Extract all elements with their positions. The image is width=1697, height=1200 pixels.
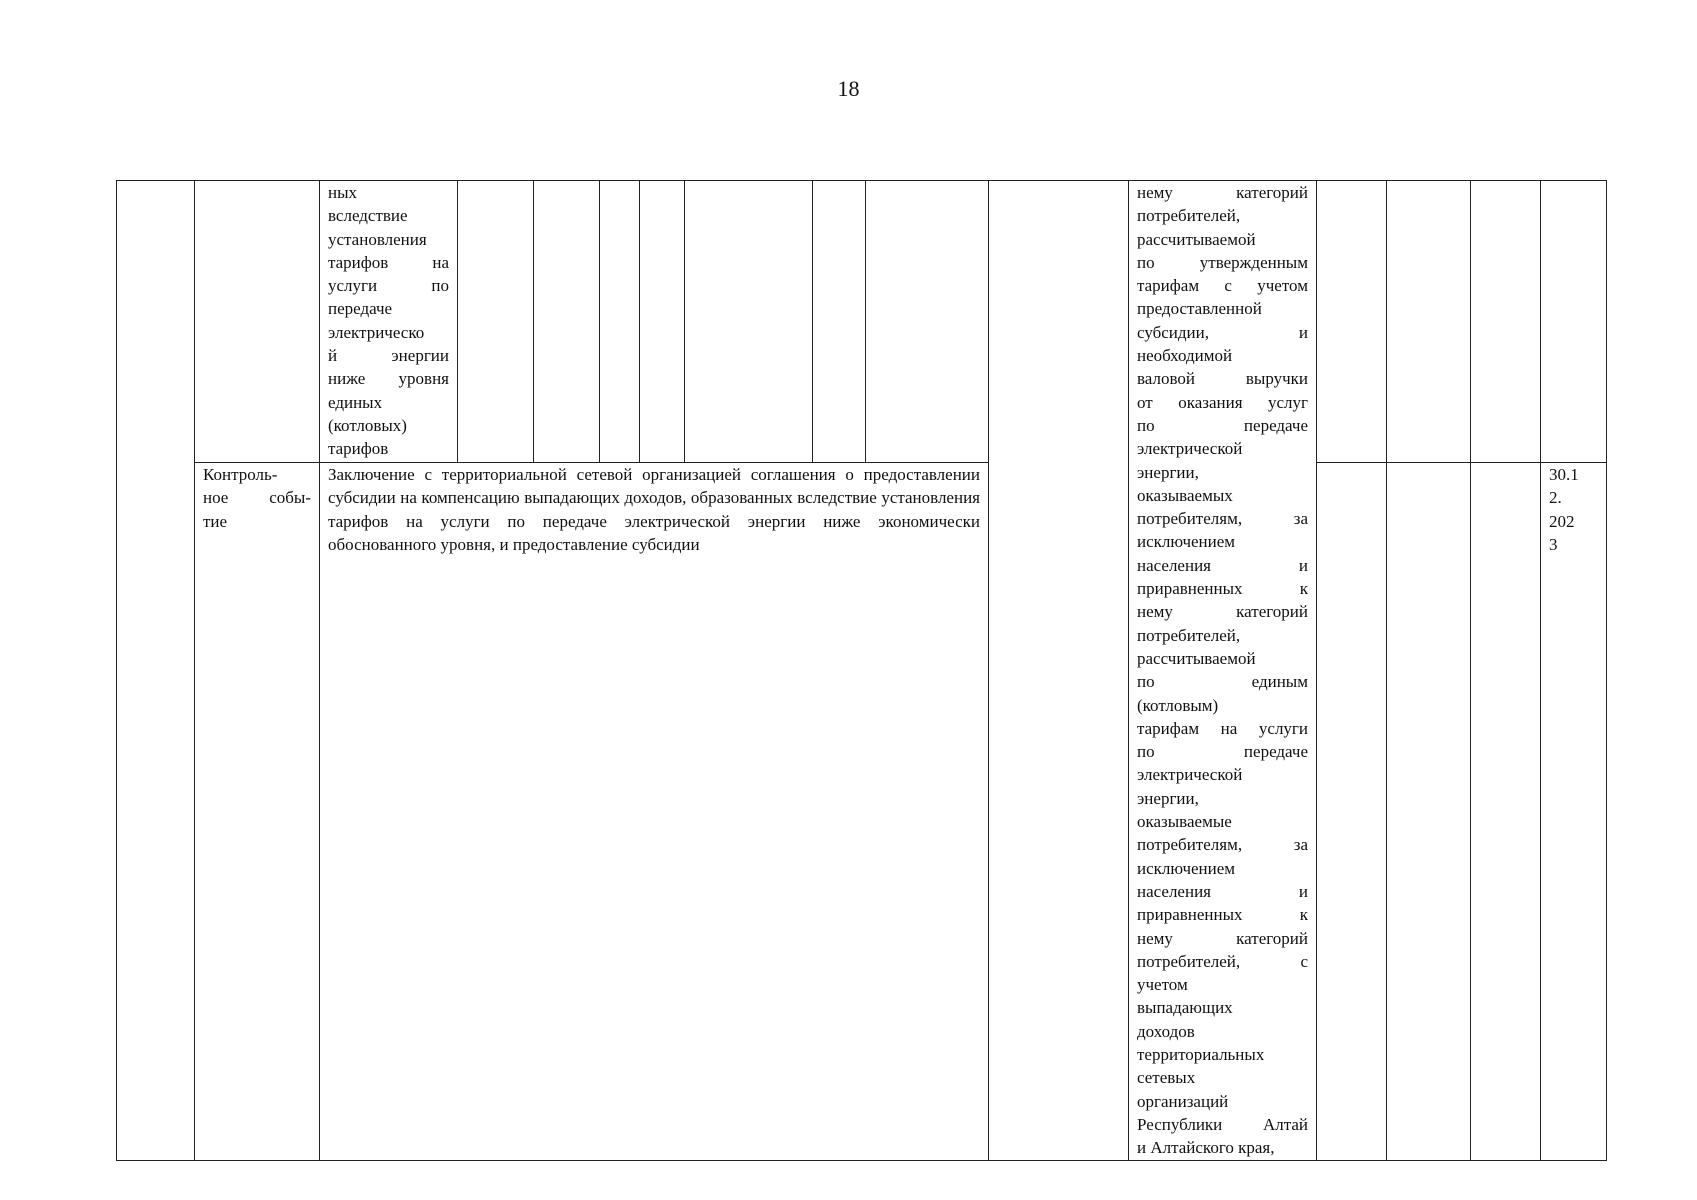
text-line: потребителей,	[1137, 206, 1241, 226]
cell-empty	[685, 181, 813, 463]
cell-control-event-date	[1541, 463, 1607, 1161]
text-line: ниже уровня	[328, 369, 449, 389]
text-line: (котловым)	[1137, 695, 1219, 715]
text-line: рассчитываемой	[1137, 229, 1256, 249]
table-row-continuation	[117, 181, 1607, 463]
plan-table	[116, 180, 1607, 1161]
text-line: оказываемые	[1137, 812, 1232, 832]
text-line: по утвержденным	[1137, 252, 1308, 272]
text-line: территориальных	[1137, 1044, 1265, 1064]
date-line: 30.1	[1549, 465, 1579, 484]
text-line: валовой выручки	[1137, 369, 1308, 389]
text-line: тарифов на	[328, 252, 449, 272]
text-line: нему категорий	[1137, 928, 1308, 948]
text-line: оказываемых	[1137, 485, 1233, 505]
cell-empty	[813, 181, 866, 463]
text-line: (котловых)	[328, 415, 407, 435]
text-line: доходов	[1137, 1021, 1195, 1041]
cell-empty	[1317, 181, 1387, 463]
cell-empty	[1541, 181, 1607, 463]
text-line: исключением	[1137, 858, 1236, 878]
text-line: сетевых	[1137, 1068, 1196, 1088]
text-line: исключением	[1137, 532, 1236, 552]
text-line: тие	[203, 511, 228, 531]
cell-result-text	[1129, 181, 1317, 1161]
text-line: потребителям, за	[1137, 835, 1308, 855]
text-line: тарифам на услуги	[1137, 718, 1308, 738]
text-line: услуги по	[328, 276, 449, 296]
text-line: нему категорий	[1137, 602, 1308, 622]
cell-label-empty	[195, 181, 320, 463]
text-line: от оказания услуг	[1137, 392, 1308, 412]
text-line: Контроль-	[203, 465, 278, 484]
text-line: потребителей, с	[1137, 951, 1308, 971]
text-line: потребителей,	[1137, 625, 1241, 645]
text-line: приравненных к	[1137, 905, 1308, 925]
cell-continuation-text	[320, 181, 458, 463]
text-line: ное собы-	[203, 488, 311, 508]
cell-empty-tall	[989, 181, 1129, 1161]
cell-empty	[1387, 181, 1471, 463]
cell-number	[117, 181, 195, 1161]
cell-empty	[458, 181, 534, 463]
text-line: выпадающих	[1137, 998, 1233, 1018]
text-line: учетом	[1137, 975, 1188, 995]
cell-empty	[1471, 181, 1541, 463]
text-line: электрической	[1137, 439, 1243, 459]
cell-empty	[600, 181, 640, 463]
control-event-description: Заключение с территориальной сетевой организацией соглашения о предоставлении субсидии на компенсацию выпадающих доходов, образованных вследствие установления тарифов на услуги по передаче электрической энергии ниже экономически обоснованного уровня, и предоставление субсидии	[328, 465, 980, 554]
text-line: рассчитываемой	[1137, 648, 1256, 668]
text-line: и Алтайского края,	[1137, 1138, 1275, 1158]
text-line: приравненных к	[1137, 579, 1308, 599]
cell-empty	[1387, 463, 1471, 1161]
cell-control-event-label	[195, 463, 320, 1161]
text-line: потребителям, за	[1137, 509, 1308, 529]
text-line: энергии,	[1137, 462, 1199, 482]
text-line: по передаче	[1137, 742, 1308, 762]
cell-empty	[534, 181, 600, 463]
date-line: 3	[1549, 534, 1558, 554]
text-line: вследствие	[328, 206, 408, 226]
text-line: Республики Алтай	[1137, 1114, 1308, 1134]
text-line: й энергии	[328, 346, 449, 366]
page-number: 18	[837, 76, 860, 101]
cell-empty	[1317, 463, 1387, 1161]
text-line: электрическо	[328, 322, 425, 342]
text-line: ных	[328, 183, 358, 202]
text-line: по передаче	[1137, 415, 1308, 435]
cell-empty	[866, 181, 989, 463]
cell-control-event-description	[320, 463, 989, 1161]
table-row-control-event	[117, 463, 1607, 1161]
text-line: по единым	[1137, 672, 1308, 692]
text-line: нему категорий	[1137, 183, 1308, 202]
text-line: организаций	[1137, 1091, 1229, 1111]
text-line: энергии,	[1137, 788, 1199, 808]
cell-empty	[1471, 463, 1541, 1161]
text-line: тарифов	[328, 439, 389, 459]
text-line: населения и	[1137, 881, 1308, 901]
text-line: электрической	[1137, 765, 1243, 785]
text-line: субсидии, и	[1137, 322, 1308, 342]
text-line: передаче	[328, 299, 393, 319]
text-line: предоставленной	[1137, 299, 1262, 319]
date-line: 2.	[1549, 488, 1562, 508]
text-line: установления	[328, 229, 427, 249]
text-line: тарифам с учетом	[1137, 276, 1308, 296]
text-line: населения и	[1137, 555, 1308, 575]
text-line: единых	[328, 392, 383, 412]
text-line: необходимой	[1137, 346, 1233, 366]
date-line: 202	[1549, 511, 1575, 531]
cell-empty	[640, 181, 685, 463]
